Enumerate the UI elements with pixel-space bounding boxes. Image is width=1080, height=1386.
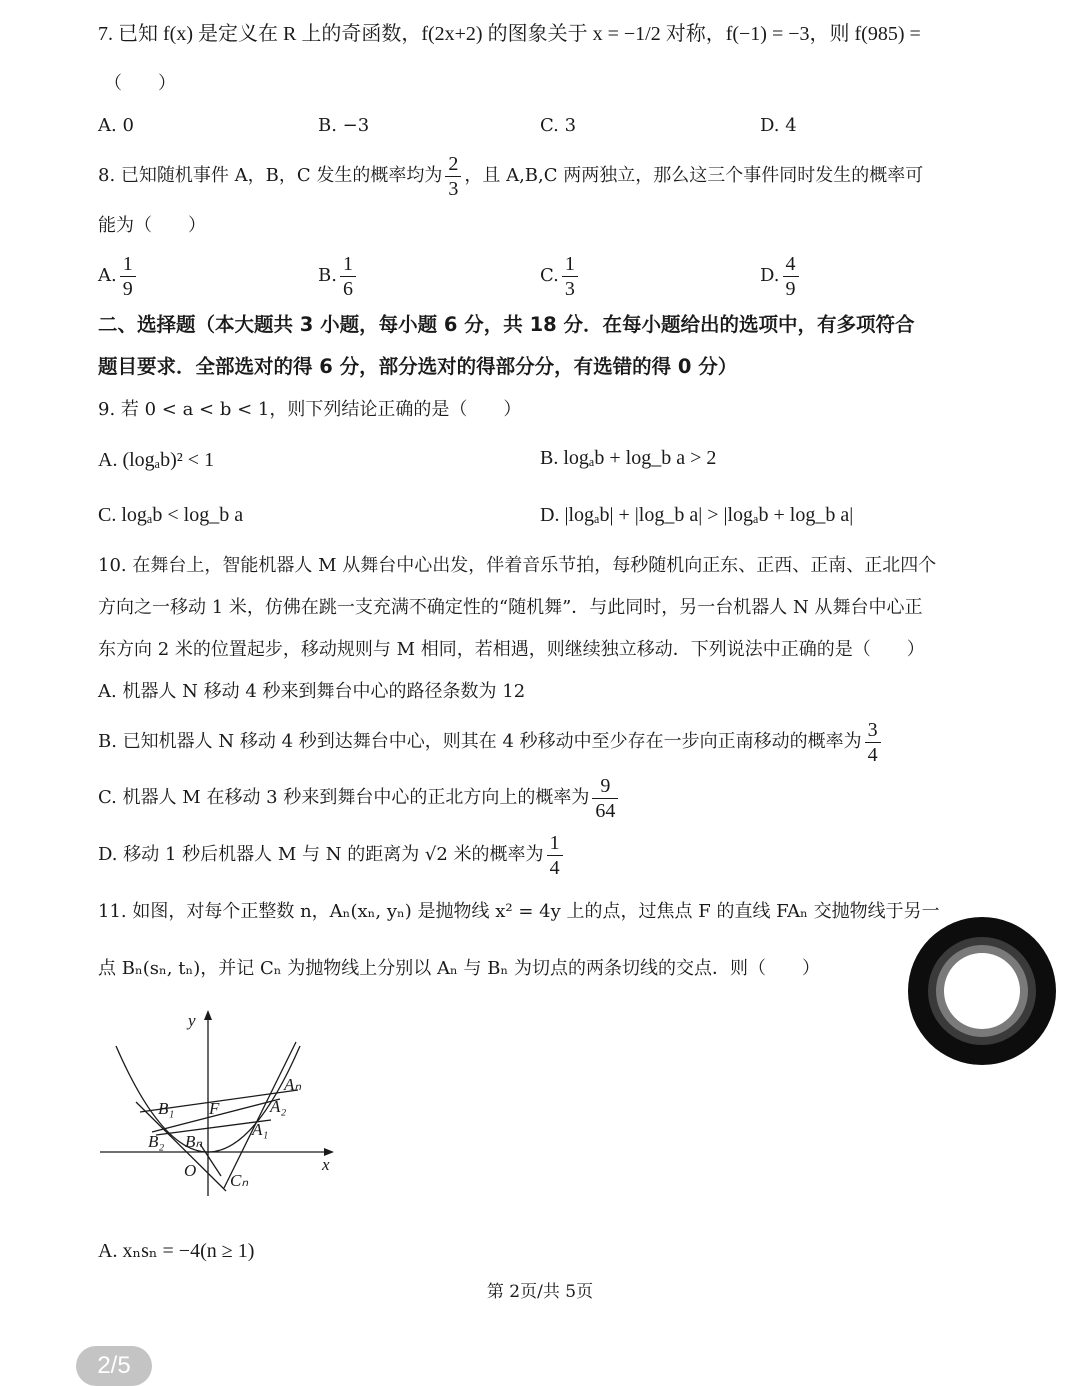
label-a2: A₂ (270, 1097, 287, 1116)
q8-stem-cont: 能为（ ） (98, 215, 206, 236)
q8-stem (98, 150, 923, 202)
q10-option-b: B. 已知机器人 N 移动 4 秒到达舞台中心，则其在 4 秒移动中至少存在一步向正南移动的概率为 $\frac{3}{4}$ (98, 716, 884, 768)
q10-stem-line1: 10. 在舞台上，智能机器人 M 从舞台中心出发，伴着音乐节拍，每秒随机向正东、正西、正南、正北四个 (98, 555, 937, 576)
q10-option-c: C. 机器人 M 在移动 3 秒来到舞台中心的正北方向上的概率为 $\frac{9}{64}$ (98, 772, 621, 824)
q8-option-a: A. $\frac{1}{9}$ (98, 250, 139, 302)
q11-stem-line2: 点 Bₙ(sₙ, tₙ)，并记 Cₙ 为抛物线上分别以 Aₙ 与 Bₙ 为切点的两条切线的交点．则（ ） (98, 958, 820, 979)
q8-stem-b: ，且 A,B,C 两两独立，那么这三个事件同时发生的概率可 (464, 165, 924, 186)
label-b2: B₂ (148, 1132, 165, 1151)
q7-option-b: B. −3 (318, 115, 370, 136)
parabola-figure (96, 1006, 346, 1206)
section-2-heading-line2: 题目要求．全部选对的得 6 分，部分选对的得部分分，有选错的得 0 分） (98, 355, 738, 378)
q7-paren: （ ） (104, 73, 176, 94)
label-f: F (209, 1099, 220, 1118)
tangent-short (200, 1144, 221, 1176)
q10-stem-line2: 方向之一移动 1 米，仿佛在跳一支充满不确定性的“随机舞”．与此同时，另一台机器人 N 从舞台中心正 (98, 597, 923, 618)
q11-option-a: A. xₙsₙ = −4(n ≥ 1) (98, 1240, 255, 1262)
q8-stem-a: 8. 已知随机事件 A，B，C 发生的概率均为 (98, 165, 443, 186)
q9-stem: 9. 若 0 < a < b < 1，则下列结论正确的是（ ） (98, 399, 522, 420)
q9-option-c: C. logₐb < log_b a (98, 504, 244, 526)
q8-option-d: D. $\frac{4}{9}$ (760, 250, 802, 302)
y-axis-arrow (204, 1010, 212, 1020)
float-center-icon (944, 953, 1020, 1029)
q7-option-c: C. 3 (540, 115, 577, 136)
q8-option-c: C. $\frac{1}{3}$ (540, 250, 581, 302)
q10-option-a: A. 机器人 N 移动 4 秒来到舞台中心的路径条数为 12 (98, 681, 526, 702)
q10-stem-line3: 东方向 2 米的位置起步，移动规则与 M 相同，若相遇，则继续独立移动．下列说法中正确的是（ ） (98, 639, 925, 660)
label-x: x (322, 1155, 330, 1174)
q9-option-b: B. logₐb + log_b a > 2 (540, 447, 717, 469)
q7-option-a: A. 0 (98, 115, 134, 136)
q8-option-b: B. $\frac{1}{6}$ (318, 250, 359, 302)
label-bn: Bₙ (185, 1132, 203, 1151)
label-a1: A₁ (252, 1120, 269, 1139)
label-y: y (188, 1011, 196, 1030)
q10-option-d: D. 移动 1 秒后机器人 M 与 N 的距离为 √2 米的概率为 $\frac{1}{4}$ (98, 829, 566, 881)
label-an: Aₙ (284, 1075, 302, 1094)
q8-fraction: $\frac{2}{3}$ (445, 154, 461, 199)
floating-assistive-button[interactable] (907, 916, 1057, 1066)
q11-stem-line1: 11. 如图，对每个正整数 n，Aₙ(xₙ, yₙ) 是抛物线 x² = 4y 上的点，过焦点 F 的直线 FAₙ 交抛物线于另一 (98, 901, 940, 922)
label-b1: B₁ (158, 1099, 175, 1118)
q7-stem: 7. 已知 f(x) 是定义在 R 上的奇函数，f(2x+2) 的图象关于 x = −1/2 对称，f(−1) = −3，则 f(985) = (98, 23, 921, 45)
label-cn: Cₙ (230, 1171, 249, 1190)
q9-option-d: D. |logₐb| + |log_b a| > |logₐb + log_b a| (540, 504, 854, 526)
q7-option-d: D. 4 (760, 115, 797, 136)
page-footer: 第 2页/共 5页 (486, 1282, 594, 1302)
label-o: O (184, 1161, 197, 1180)
page-indicator: 2/5 (76, 1346, 152, 1386)
q9-option-a: A. (logₐb)² < 1 (98, 449, 215, 471)
section-2-heading-line1: 二、选择题（本大题共 3 小题，每小题 6 分，共 18 分．在每小题给出的选项中，有多项符合 (98, 313, 915, 336)
